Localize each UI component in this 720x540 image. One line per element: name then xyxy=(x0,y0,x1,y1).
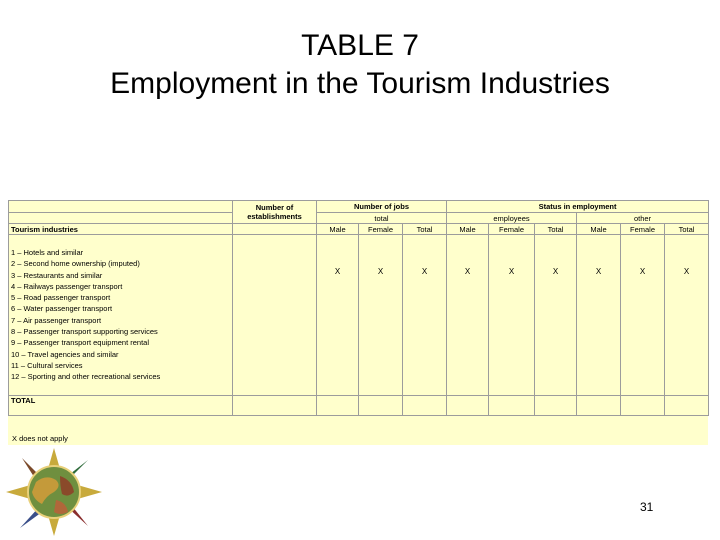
value-cell xyxy=(665,235,709,396)
industry-item: 2 – Second home ownership (imputed) xyxy=(11,259,140,269)
total-row-label: TOTAL xyxy=(9,396,233,416)
value-cell xyxy=(535,235,577,396)
not-applicable-mark: X xyxy=(421,267,428,276)
industry-list-cell xyxy=(9,235,233,396)
header-male: Male xyxy=(317,224,359,235)
total-cell xyxy=(665,396,709,416)
establishments-cell xyxy=(233,235,317,396)
industry-item: 1 – Hotels and similar xyxy=(11,248,84,257)
header-total-group: total xyxy=(317,213,447,224)
header-tourism-industries: Tourism industries xyxy=(9,224,233,235)
industry-item: 12 – Sporting and other recreational services xyxy=(11,372,161,382)
table-footnote: X does not apply xyxy=(12,434,68,443)
header-establishments: Number of establishments xyxy=(233,201,317,224)
value-cell xyxy=(359,235,403,396)
industry-item: 8 – Passenger transport supporting services xyxy=(11,327,158,337)
header-status-in-employment: Status in employment xyxy=(447,201,709,213)
page-number: 31 xyxy=(640,500,654,514)
total-cell xyxy=(621,396,665,416)
header-female: Female xyxy=(359,224,403,235)
industry-item: 7 – Air passenger transport xyxy=(11,315,102,325)
total-cell xyxy=(403,396,447,416)
industry-item: 6 – Water passenger transport xyxy=(11,304,113,314)
header-number-of-jobs: Number of jobs xyxy=(317,201,447,213)
total-cell xyxy=(447,396,489,416)
header-total: Total xyxy=(665,224,709,235)
header-female: Female xyxy=(489,224,535,235)
slide-title: TABLE 7 xyxy=(301,29,419,62)
value-cell xyxy=(403,235,447,396)
total-cell xyxy=(489,396,535,416)
employment-table-panel xyxy=(8,200,708,445)
header-other: other xyxy=(577,213,709,224)
employment-table xyxy=(8,200,709,416)
industry-item: 10 – Travel agencies and similar xyxy=(11,349,119,359)
industry-item: 3 – Restaurants and similar xyxy=(11,270,103,280)
header-total: Total xyxy=(535,224,577,235)
value-cell xyxy=(317,235,359,396)
total-cell xyxy=(535,396,577,416)
header-blank xyxy=(9,213,233,224)
industry-item: 4 – Railways passenger transport xyxy=(11,281,123,291)
globe-compass-logo xyxy=(2,446,106,538)
header-male: Male xyxy=(447,224,489,235)
value-cell xyxy=(447,235,489,396)
header-female: Female xyxy=(621,224,665,235)
industry-item: 5 – Road passenger transport xyxy=(11,293,111,303)
industry-item: 11 – Cultural services xyxy=(11,360,83,370)
not-applicable-mark: X xyxy=(377,267,384,276)
not-applicable-mark: X xyxy=(595,267,602,276)
not-applicable-mark: X xyxy=(639,267,646,276)
industry-item: 9 – Passenger transport equipment rental xyxy=(11,338,149,348)
total-cell xyxy=(317,396,359,416)
value-cell xyxy=(577,235,621,396)
value-cell xyxy=(621,235,665,396)
not-applicable-mark: X xyxy=(552,267,559,276)
total-cell xyxy=(577,396,621,416)
not-applicable-mark: X xyxy=(508,267,515,276)
not-applicable-mark: X xyxy=(683,267,690,276)
header-employees: employees xyxy=(447,213,577,224)
header-blank xyxy=(9,201,233,213)
header-total: Total xyxy=(403,224,447,235)
total-cell xyxy=(359,396,403,416)
not-applicable-mark: X xyxy=(334,267,341,276)
slide-subtitle: Employment in the Tourism Industries xyxy=(110,67,610,100)
value-cell xyxy=(489,235,535,396)
total-cell xyxy=(233,396,317,416)
header-male: Male xyxy=(577,224,621,235)
header-blank xyxy=(233,224,317,235)
not-applicable-mark: X xyxy=(464,267,471,276)
